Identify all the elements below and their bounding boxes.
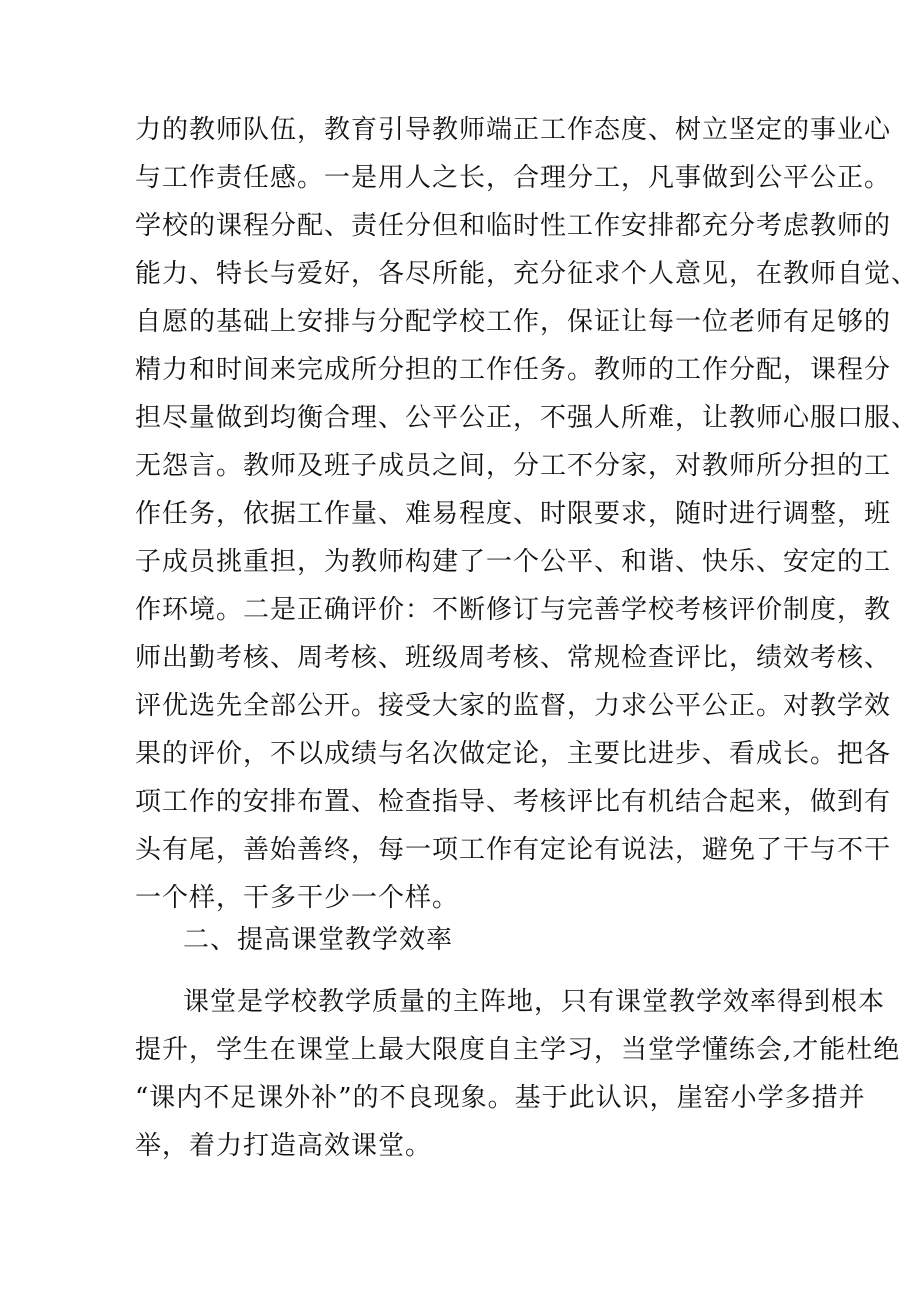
paragraph-line: 自愿的基础上安排与分配学校工作，保证让每一位老师有足够的 <box>135 307 892 337</box>
paragraph-line: 作任务，依据工作量、难易程度、时限要求，随时进行调整，班 <box>135 499 892 529</box>
paragraph-line: 担尽量做到均衡合理、公平公正，不强人所难，让教师心服口服、 <box>135 403 919 433</box>
paragraph-line: 子成员挑重担，为教师构建了一个公平、和谐、快乐、安定的工 <box>135 547 892 577</box>
paragraph-line: 评优选先全部公开。接受大家的监督，力求公平公正。对教学效 <box>135 691 892 721</box>
paragraph-line: 师出勤考核、周考核、班级周考核、常规检查评比，绩效考核、 <box>135 643 892 673</box>
paragraph-line: 头有尾，善始善终，每一项工作有定论有说法，避免了干与不干 <box>135 835 892 865</box>
paragraph-line: 果的评价，不以成绩与名次做定论，主要比进步、看成长。把各 <box>135 739 892 769</box>
paragraph-line: 无怨言。教师及班子成员之间，分工不分家，对教师所分担的工 <box>135 451 892 481</box>
paragraph-line: 精力和时间来完成所分担的工作任务。教师的工作分配，课程分 <box>135 355 892 385</box>
paragraph-line: 举，着力打造高效课堂。 <box>135 1131 433 1161</box>
paragraph-line: 项工作的安排布置、检查指导、考核评比有机结合起来，做到有 <box>135 787 892 817</box>
paragraph-line: 学校的课程分配、责任分但和临时性工作安排都充分考虑教师的 <box>135 211 892 241</box>
paragraph-line: 课堂是学校教学质量的主阵地，只有课堂教学效率得到根本 <box>183 987 886 1017</box>
section-heading: 二、提高课堂教学效率 <box>183 925 454 955</box>
paragraph-line: 力的教师队伍，教育引导教师端正工作态度、树立坚定的事业心 <box>135 115 892 145</box>
paragraph-line: 与工作责任感。一是用人之长，合理分工，凡事做到公平公正。 <box>135 163 892 193</box>
paragraph-line: “课内不足课外补”的不良现象。基于此认识，崖窑小学多措并 <box>135 1083 866 1113</box>
paragraph-line: 能力、特长与爱好，各尽所能，充分征求个人意见，在教师自觉、 <box>135 259 919 289</box>
paragraph-line: 提升，学生在课堂上最大限度自主学习，当堂学懂练会,才能杜绝 <box>135 1035 901 1065</box>
paragraph-line: 一个样，干多干少一个样。 <box>135 883 460 913</box>
paragraph-line: 作环境。二是正确评价：不断修订与完善学校考核评价制度，教 <box>135 595 892 625</box>
